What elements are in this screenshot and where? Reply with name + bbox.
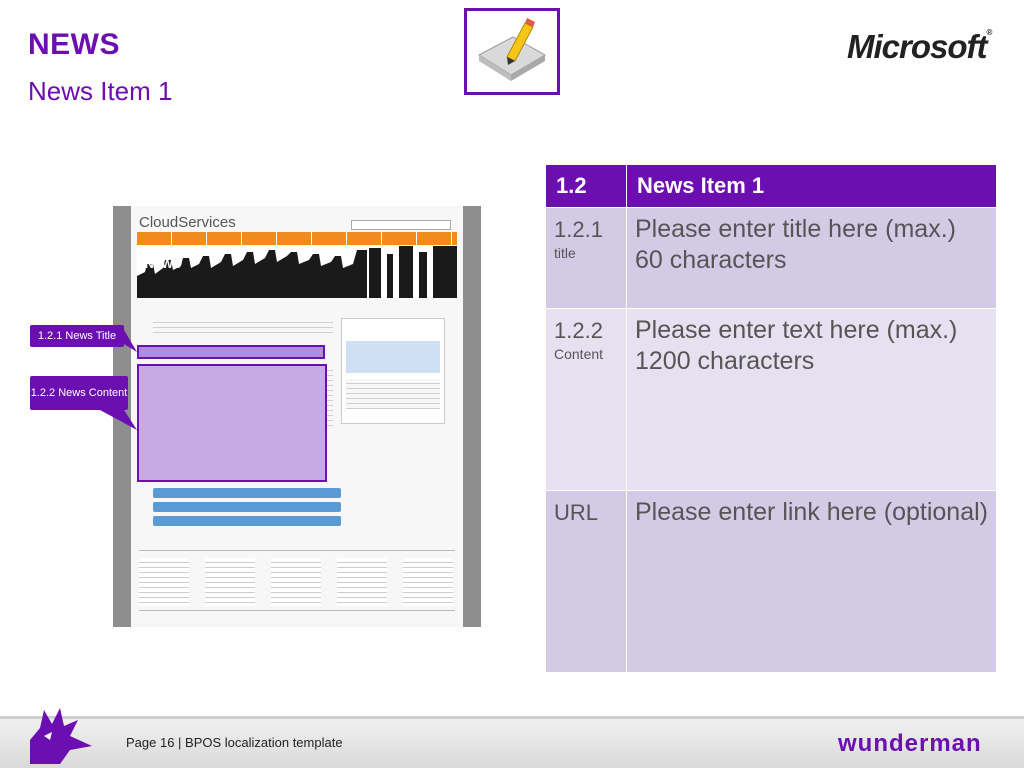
footer-bottom-divider xyxy=(139,610,455,611)
microsoft-logo: Microsoft® xyxy=(847,28,992,65)
footer-divider xyxy=(139,550,455,551)
wolf-logo-icon xyxy=(30,706,92,764)
footer-col-5 xyxy=(403,558,453,606)
site-search-box xyxy=(351,220,451,230)
callout-news-content: 1.2.2 News Content xyxy=(30,376,128,410)
news-banner xyxy=(137,246,457,298)
wunderman-logo: wunderman xyxy=(838,730,982,757)
news-content-highlight xyxy=(137,364,327,482)
table-header-label: News Item 1 xyxy=(627,165,997,208)
row-id: URL xyxy=(554,500,599,525)
footer-top-line xyxy=(0,716,1024,719)
callout-news-title: 1.2.1 News Title xyxy=(30,325,124,347)
site-nav-bar xyxy=(137,232,457,245)
edit-icon-box xyxy=(464,8,560,95)
pencil-paper-icon xyxy=(467,11,557,92)
table-header-id: 1.2 xyxy=(546,165,627,208)
event-image xyxy=(346,341,440,373)
row-id-cell xyxy=(546,208,627,309)
row-id: 1.2.1 xyxy=(554,217,603,242)
article-heading-lines xyxy=(153,318,333,334)
slide-title: NEWS xyxy=(28,28,120,61)
footer-col-2 xyxy=(205,558,255,606)
row-sublabel: Content xyxy=(554,346,604,362)
row-id-cell xyxy=(546,491,627,673)
table-header-row xyxy=(546,165,997,208)
related-link-1 xyxy=(153,488,341,498)
page-number-text: Page 16 | BPOS localization template xyxy=(126,735,343,750)
news-title-highlight xyxy=(137,345,325,359)
related-link-2 xyxy=(153,502,341,512)
footer-col-1 xyxy=(139,558,189,606)
row-sublabel: title xyxy=(554,245,576,261)
footer-col-3 xyxy=(271,558,321,606)
table-row xyxy=(546,491,997,673)
footer-col-4 xyxy=(337,558,387,606)
news-item-table xyxy=(545,164,997,673)
row-text[interactable]: Please enter link here (optional) xyxy=(627,491,997,673)
slide-subtitle: News Item 1 xyxy=(28,76,173,106)
row-id: 1.2.2 xyxy=(554,318,603,343)
event-lines xyxy=(346,379,440,409)
row-text[interactable]: Please enter text here (max.) 1200 characters xyxy=(627,309,997,491)
cloudservices-logo: CloudServices xyxy=(139,214,236,231)
banner-text: NEWS xyxy=(145,257,181,271)
event-sidebar xyxy=(341,318,445,424)
related-link-3 xyxy=(153,516,341,526)
row-text[interactable]: Please enter title here (max.) 60 characters xyxy=(627,208,997,309)
table-row xyxy=(546,309,997,491)
table-row xyxy=(546,208,997,309)
row-id-cell xyxy=(546,309,627,491)
